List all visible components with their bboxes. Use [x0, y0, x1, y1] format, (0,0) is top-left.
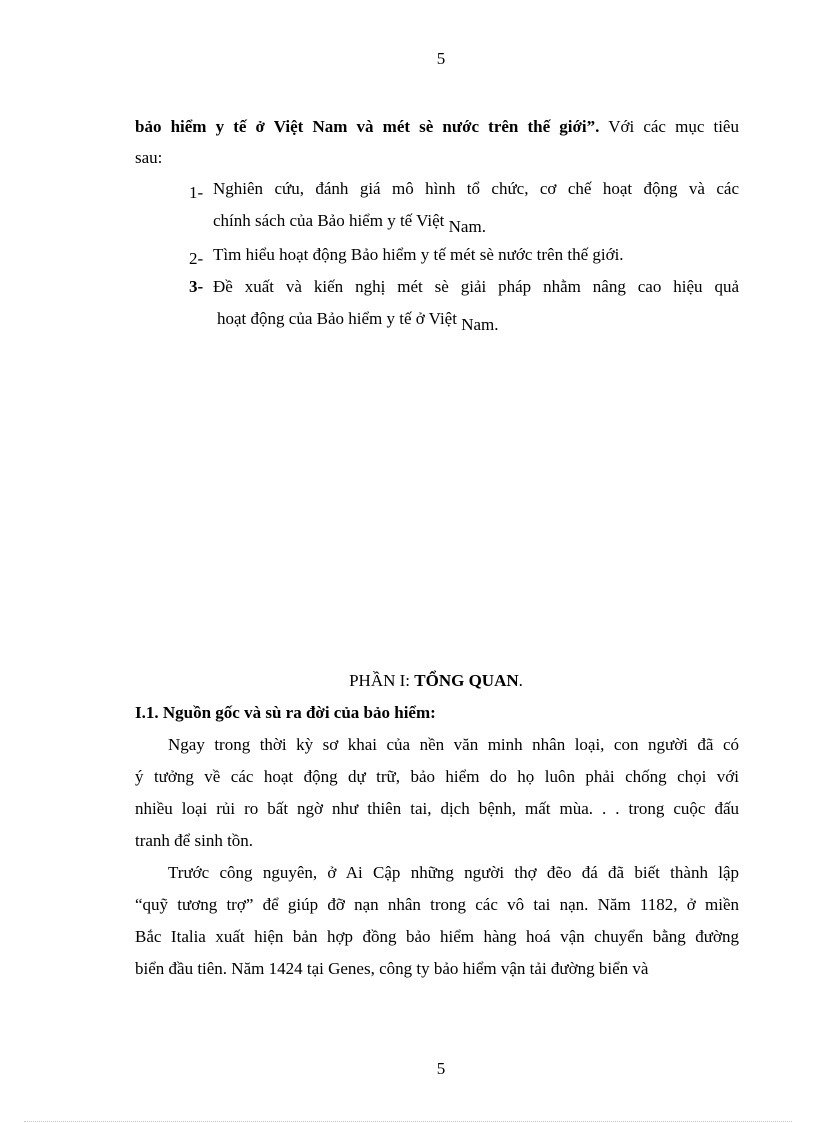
intro-line-1 [135, 116, 739, 138]
paragraph-1-line-4: tranh để sinh tồn. [135, 831, 254, 850]
objective-1-number: 1- [189, 183, 204, 202]
intro-line-2: sau: [135, 148, 163, 167]
section-heading: I.1. Nguồn gốc và sù ra đời của bảo hiểm: [135, 703, 436, 722]
objective-1-line-2 [213, 210, 486, 236]
paragraph-1-line-1: Ngay trong thời kỳ sơ khai của nền văn minh nhân loại, con người đã có [168, 735, 739, 754]
footer-rule [24, 1121, 792, 1122]
paragraph-2-line-2: “quỹ tương trợ” để giúp đỡ nạn nhân trong các vô tai nạn. Năm 1182, ở miền [135, 895, 739, 914]
page-number-top: 5 [436, 49, 446, 68]
objective-2-line-1: Tìm hiểu hoạt động Bảo hiểm y tế mét sè nước trên thế giới. [213, 245, 624, 264]
paragraph-1-line-2: ý tưởng về các hoạt động dự trữ, bảo hiểm do họ luôn phải chống chọi với [135, 767, 739, 786]
part-heading-bold: TỔNG QUAN [414, 671, 519, 690]
part-heading-suffix: . [518, 671, 523, 690]
paragraph-2-line-1: Trước công nguyên, ở Ai Cập những người thợ đẽo đá đã biết thành lập [168, 863, 739, 882]
page-number-bottom: 5 [436, 1059, 446, 1078]
objective-3-line-2-main: hoạt động của Bảo hiểm y tế ở Việt [217, 309, 462, 328]
paragraph-2-line-4: biển đầu tiên. Năm 1424 tại Genes, công ty bảo hiểm vận tải đường biển và [135, 959, 649, 978]
paragraph-2-line-3: Bắc Italia xuất hiện bản hợp đồng bảo hiểm hàng hoá vận chuyển bằng đường [135, 927, 739, 946]
intro-bold-text: bảo hiểm y tế ở Việt Nam và mét sè nước trên thế giới”. [135, 117, 600, 136]
intro-tail-text: Với các mục tiêu [599, 117, 739, 136]
objective-1-line-2-main: chính sách của Bảo hiểm y tế Việt [213, 211, 449, 230]
objective-3-line-2 [217, 308, 499, 334]
paragraph-1-line-3: nhiều loại rủi ro bất ngờ như thiên tai, dịch bệnh, mất mùa. . . trong cuộc đấu [135, 799, 739, 818]
objective-3-line-1: Đề xuất và kiến nghị mét sè giải pháp nhằm nâng cao hiệu quả [213, 277, 739, 296]
objective-3-number: 3- [189, 277, 204, 296]
objective-3-line-2-tail: Nam. [461, 315, 499, 334]
objective-1-line-2-tail: Nam. [448, 217, 486, 236]
part-heading [0, 670, 816, 692]
objective-2-number: 2- [189, 249, 204, 268]
part-heading-prefix: PHẦN I: [349, 671, 415, 690]
objective-1-line-1: Nghiên cứu, đánh giá mô hình tổ chức, cơ chế hoạt động và các [213, 179, 739, 198]
